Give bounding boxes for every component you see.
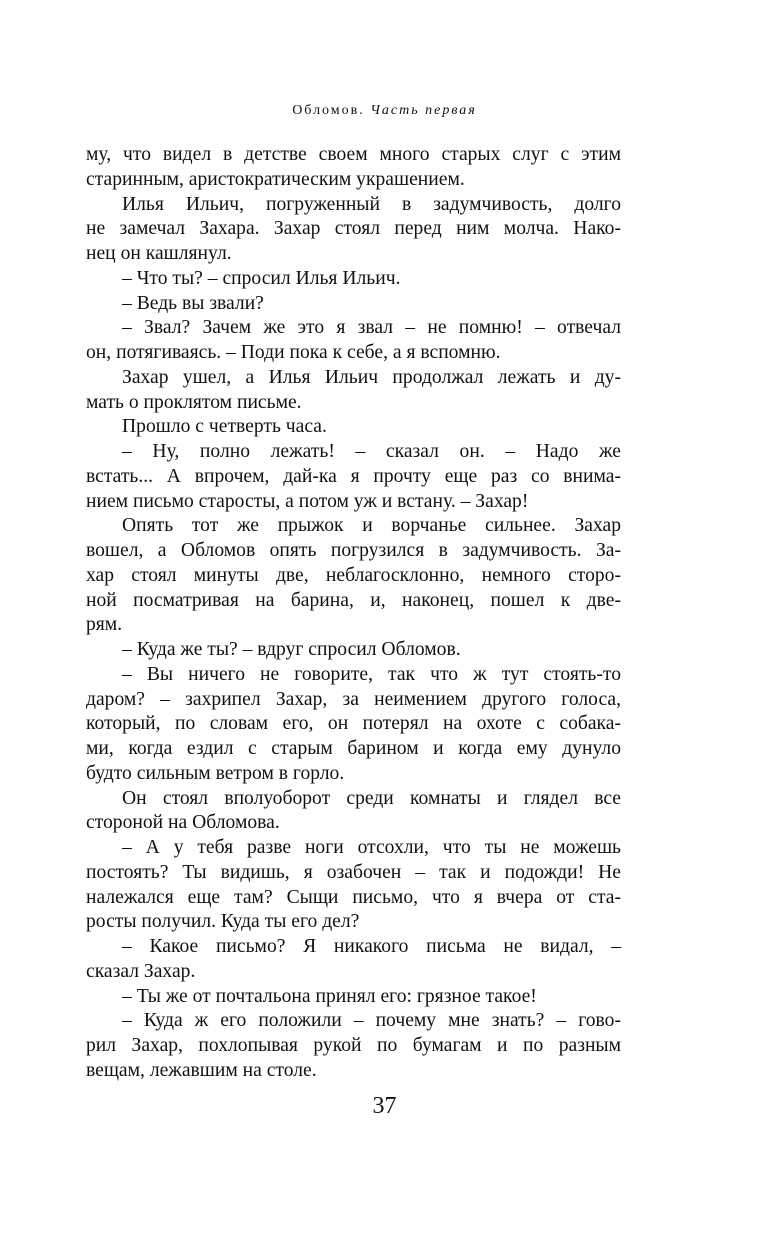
text-line: не замечал Захара. Захар стоял перед ним молча. Нако-	[86, 218, 621, 240]
text-line: рил Захар, похлопывая рукой по бумагам и по разным	[86, 1035, 621, 1056]
text-line: – Ты же от почтальона принял его: грязное такое!	[122, 985, 537, 1007]
text-line: хар стоял минуты две, неблагосклонно, немного сторо-	[86, 564, 621, 586]
text-line: – Куда же ты? – вдруг спросил Обломов.	[122, 639, 461, 660]
text-line: росты получил. Куда ты его дел?	[86, 911, 360, 933]
text-line: му, что видел в детстве своем много старых слуг с этим	[86, 144, 621, 165]
header-book-title: Обломов.	[292, 103, 365, 118]
text-line: Захар ушел, а Илья Ильич продолжал лежать и ду-	[122, 366, 621, 388]
text-line: стороной на Обломова.	[86, 812, 280, 834]
text-line: – Ведь вы звали?	[122, 292, 264, 314]
text-line: Прошло с четверть часа.	[122, 416, 327, 438]
text-line: – Ну, полно лежать! – сказал он. – Надо же	[122, 441, 621, 462]
text-line: встать... А впрочем, дай-ка я прочту еще раз со внима-	[86, 465, 621, 487]
text-line: Он стоял вполуоборот среди комнаты и глядел все	[122, 787, 621, 809]
text-line: – Куда ж его положили – почему мне знать? – гово-	[122, 1010, 621, 1032]
text-line: – Что ты? – спросил Илья Ильич.	[122, 267, 401, 289]
text-line: даром? – захрипел Захар, за неимением другого голоса,	[86, 688, 621, 710]
text-line: належался еще там? Сыщи письмо, что я вчера от ста-	[86, 886, 621, 908]
text-line: рям.	[86, 614, 123, 636]
text-line: Опять тот же прыжок и ворчанье сильнее. Захар	[122, 515, 621, 537]
text-line: постоять? Ты видишь, я озабочен – так и подожди! Не	[86, 861, 621, 883]
text-line: сказал Захар.	[86, 960, 196, 982]
text-line: – Звал? Зачем же это я звал – не помню! – отвечал	[122, 317, 621, 339]
text-line: ми, когда ездил с старым барином и когда ему дунуло	[86, 738, 621, 759]
text-line: Илья Ильич, погруженный в задумчивость, долго	[122, 193, 621, 215]
text-line: нием письмо старосты, а потом уж и встану. – Захар!	[86, 490, 529, 512]
text-line: – А у тебя разве ноги отсохли, что ты не можешь	[122, 837, 621, 858]
text-line: который, по словам его, он потерял на охоте с собака-	[86, 713, 621, 735]
body-text	[86, 143, 621, 1084]
running-header	[0, 103, 769, 119]
text-line: будто сильным ветром в горло.	[86, 762, 345, 784]
text-line: мать о проклятом письме.	[86, 391, 302, 413]
text-line: – Какое письмо? Я никакого письма не видал, –	[122, 936, 621, 957]
page-number: 37	[372, 1093, 397, 1119]
text-line: старинным, аристократическим украшением.	[86, 168, 465, 190]
text-line: вошел, а Обломов опять погрузился в задумчивость. За-	[86, 540, 621, 561]
text-line: – Вы ничего не говорите, так что ж тут стоять-то	[122, 663, 621, 685]
text-line: ной посматривая на барина, и, наконец, пошел к две-	[86, 589, 621, 611]
text-line: он, потягиваясь. – Поди пока к себе, а я вспомню.	[86, 342, 501, 363]
header-part-title: Часть первая	[370, 103, 477, 118]
text-line: нец он кашлянул.	[86, 243, 232, 264]
text-line: вещам, лежавшим на столе.	[86, 1059, 317, 1081]
